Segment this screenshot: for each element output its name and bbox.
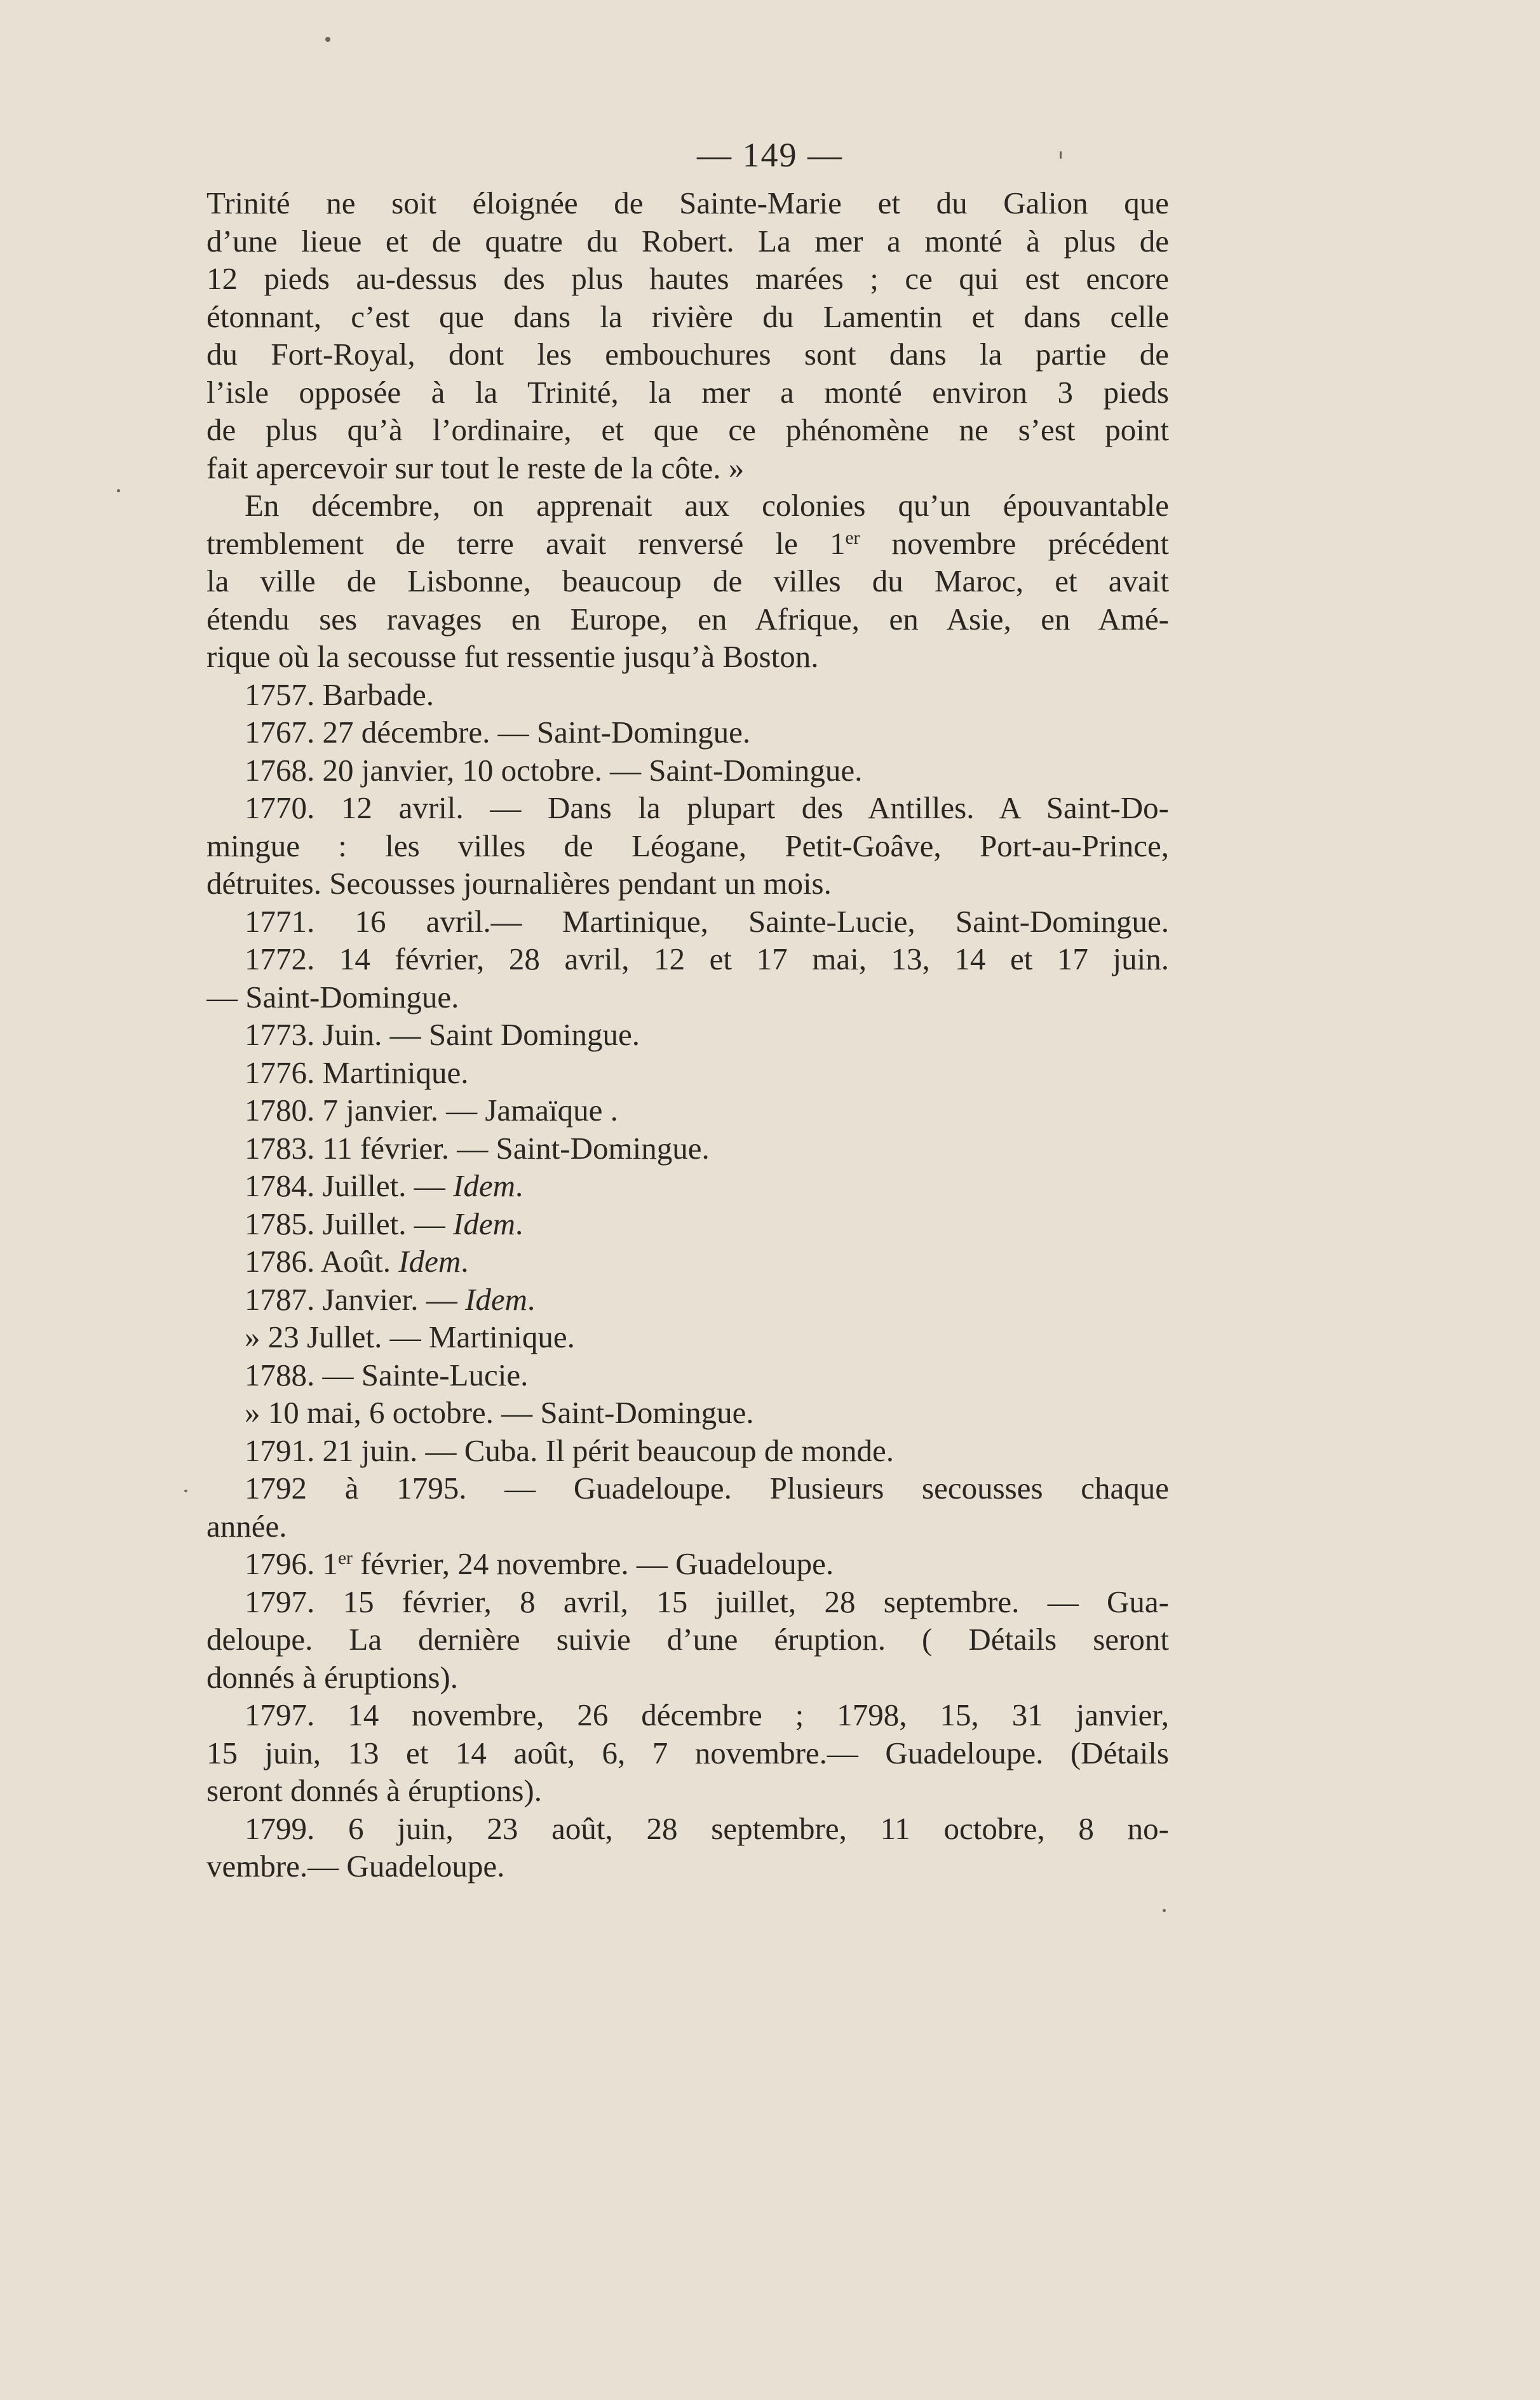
text-line: [206, 903, 1169, 941]
line-text-after: .: [461, 1244, 469, 1279]
line-text: 1757. Barbade.: [245, 677, 434, 712]
text-line: [206, 1847, 1169, 1885]
body-text: [206, 184, 1169, 1885]
line-text: étonnant, c’est que dans la rivière du Lamentin et dans celle: [206, 299, 1169, 334]
line-text: fait apercevoir sur tout le reste de la côte. »: [206, 450, 745, 485]
text-line: [206, 827, 1169, 865]
text-line: [206, 1281, 1169, 1319]
paper-speck: [1060, 151, 1062, 159]
line-text: deloupe. La dernière suivie d’une éruption. ( Détails seront: [206, 1622, 1169, 1657]
text-line: [206, 1205, 1169, 1243]
text-line: [206, 1394, 1169, 1432]
line-text: 1767. 27 décembre. — Saint-Domingue.: [245, 715, 751, 750]
line-text: vembre.— Guadeloupe.: [206, 1849, 505, 1884]
italic-word: Idem: [453, 1206, 515, 1241]
text-line: [206, 789, 1169, 827]
text-line: [206, 1318, 1169, 1356]
paper-speck: [184, 1490, 187, 1492]
text-line: [206, 1091, 1169, 1129]
line-text: 1791. 21 juin. — Cuba. Il périt beaucoup de monde.: [245, 1433, 894, 1468]
line-text: Trinité ne soit éloignée de Sainte-Marie et du Galion que: [206, 185, 1169, 220]
text-line: [206, 1545, 1169, 1583]
line-text: 1773. Juin. — Saint Domingue.: [245, 1017, 640, 1052]
text-line: [206, 1696, 1169, 1734]
line-text-before: 1787. Janvier. —: [245, 1281, 466, 1317]
text-line: [206, 525, 1169, 563]
text-line: [206, 374, 1169, 412]
line-text-after: .: [527, 1281, 536, 1317]
text-line: [206, 1507, 1169, 1546]
line-text: l’isle opposée à la Trinité, la mer a monté environ 3 pieds: [206, 374, 1169, 410]
line-text-after: .: [515, 1206, 523, 1241]
line-text-before: 1785. Juillet. —: [245, 1206, 454, 1241]
line-text: année.: [206, 1508, 287, 1544]
text-line: [206, 1583, 1169, 1621]
text-line: [206, 752, 1169, 790]
line-text-before: 1784. Juillet. —: [245, 1168, 454, 1203]
text-line: [206, 713, 1169, 752]
line-text: mingue : les villes de Léogane, Petit-Goâve, Port-au-Prince,: [206, 828, 1169, 863]
line-text-before: 1786. Août.: [245, 1244, 399, 1279]
line-text-before: 1796. 1: [245, 1546, 338, 1581]
line-text: » 23 Jullet. — Martinique.: [245, 1319, 575, 1354]
line-text: détruites. Secousses journalières pendant un mois.: [206, 866, 832, 901]
text-line: [206, 1243, 1169, 1281]
italic-word: Idem: [453, 1168, 515, 1203]
text-line: [206, 1356, 1169, 1394]
text-line: [206, 335, 1169, 374]
text-line: [206, 1621, 1169, 1659]
paper-speck: [325, 37, 330, 42]
paper-speck: [117, 489, 120, 492]
line-text: 1776. Martinique.: [245, 1055, 469, 1090]
line-text: 1783. 11 février. — Saint-Domingue.: [245, 1130, 710, 1166]
text-line: [206, 298, 1169, 336]
line-text: 1770. 12 avril. — Dans la plupart des Antilles. A Saint-Do-: [245, 790, 1169, 825]
line-text: de plus qu’à l’ordinaire, et que ce phénomène ne s’est point: [206, 412, 1169, 447]
page-number: — 149 —: [697, 136, 843, 174]
italic-word: Idem: [465, 1281, 527, 1317]
line-text: 1797. 14 novembre, 26 décembre ; 1798, 15, 31 janvier,: [245, 1697, 1169, 1732]
text-line: [206, 1772, 1169, 1810]
text-line: [206, 1167, 1169, 1205]
line-text: En décembre, on apprenait aux colonies qu’un épouvantable: [245, 488, 1169, 523]
line-text: 1788. — Sainte-Lucie.: [245, 1357, 529, 1392]
text-line: [206, 1054, 1169, 1092]
text-line: [206, 449, 1169, 487]
superscript: er: [338, 1547, 353, 1568]
line-text: étendu ses ravages en Europe, en Afrique, en Asie, en Amé-: [206, 601, 1169, 637]
text-line: [206, 184, 1169, 222]
text-line: [206, 1810, 1169, 1848]
line-text: la ville de Lisbonne, beaucoup de villes du Maroc, et avait: [206, 563, 1169, 598]
text-line: [206, 1469, 1169, 1507]
text-line: [206, 1129, 1169, 1168]
line-text: 1797. 15 février, 8 avril, 15 juillet, 28 septembre. — Gua-: [245, 1584, 1169, 1619]
line-text: 1771. 16 avril.— Martinique, Sainte-Lucie, Saint-Domingue.: [245, 903, 1169, 939]
text-line: [206, 978, 1169, 1016]
paper-speck: [1163, 1909, 1166, 1912]
text-line: [206, 1432, 1169, 1470]
text-line: [206, 940, 1169, 978]
text-line: [206, 222, 1169, 260]
text-line: [206, 600, 1169, 638]
line-text: d’une lieue et de quatre du Robert. La mer a monté à plus de: [206, 223, 1169, 259]
text-line: [206, 487, 1169, 525]
line-text: 1780. 7 janvier. — Jamaïque .: [245, 1093, 618, 1128]
line-text: 1792 à 1795. — Guadeloupe. Plusieurs secousses chaque: [245, 1471, 1169, 1506]
text-line: [206, 411, 1169, 449]
line-text: 1768. 20 janvier, 10 octobre. — Saint-Domingue.: [245, 752, 863, 788]
line-text-after: novembre précédent: [860, 525, 1169, 561]
line-text: donnés à éruptions).: [206, 1659, 458, 1695]
text-line: [206, 638, 1169, 676]
text-line: [206, 1734, 1169, 1772]
line-text: seront donnés à éruptions).: [206, 1773, 542, 1808]
superscript: er: [845, 527, 860, 548]
line-text: du Fort-Royal, dont les embouchures sont dans la partie de: [206, 337, 1169, 372]
line-text: 1799. 6 juin, 23 août, 28 septembre, 11 octobre, 8 no-: [245, 1810, 1169, 1846]
text-line: [206, 1016, 1169, 1054]
text-line: [206, 865, 1169, 903]
text-line: [206, 562, 1169, 600]
line-text-after: .: [515, 1168, 523, 1203]
text-line: [206, 260, 1169, 298]
line-text: » 10 mai, 6 octobre. — Saint-Domingue.: [245, 1395, 754, 1430]
text-line: [206, 1659, 1169, 1697]
line-text: 12 pieds au-dessus des plus hautes marées ; ce qui est encore: [206, 261, 1169, 296]
text-line: [206, 676, 1169, 714]
line-text-after: février, 24 novembre. — Guadeloupe.: [352, 1546, 834, 1581]
line-text-before: tremblement de terre avait renversé le 1: [206, 525, 846, 561]
line-text: rique où la secousse fut ressentie jusqu’à Boston.: [206, 639, 819, 674]
line-text: 1772. 14 février, 28 avril, 12 et 17 mai, 13, 14 et 17 juin.: [245, 941, 1169, 976]
line-text: — Saint-Domingue.: [206, 979, 459, 1015]
italic-word: Idem: [398, 1244, 461, 1279]
line-text: 15 juin, 13 et 14 août, 6, 7 novembre.— Guadeloupe. (Détails: [206, 1735, 1169, 1770]
